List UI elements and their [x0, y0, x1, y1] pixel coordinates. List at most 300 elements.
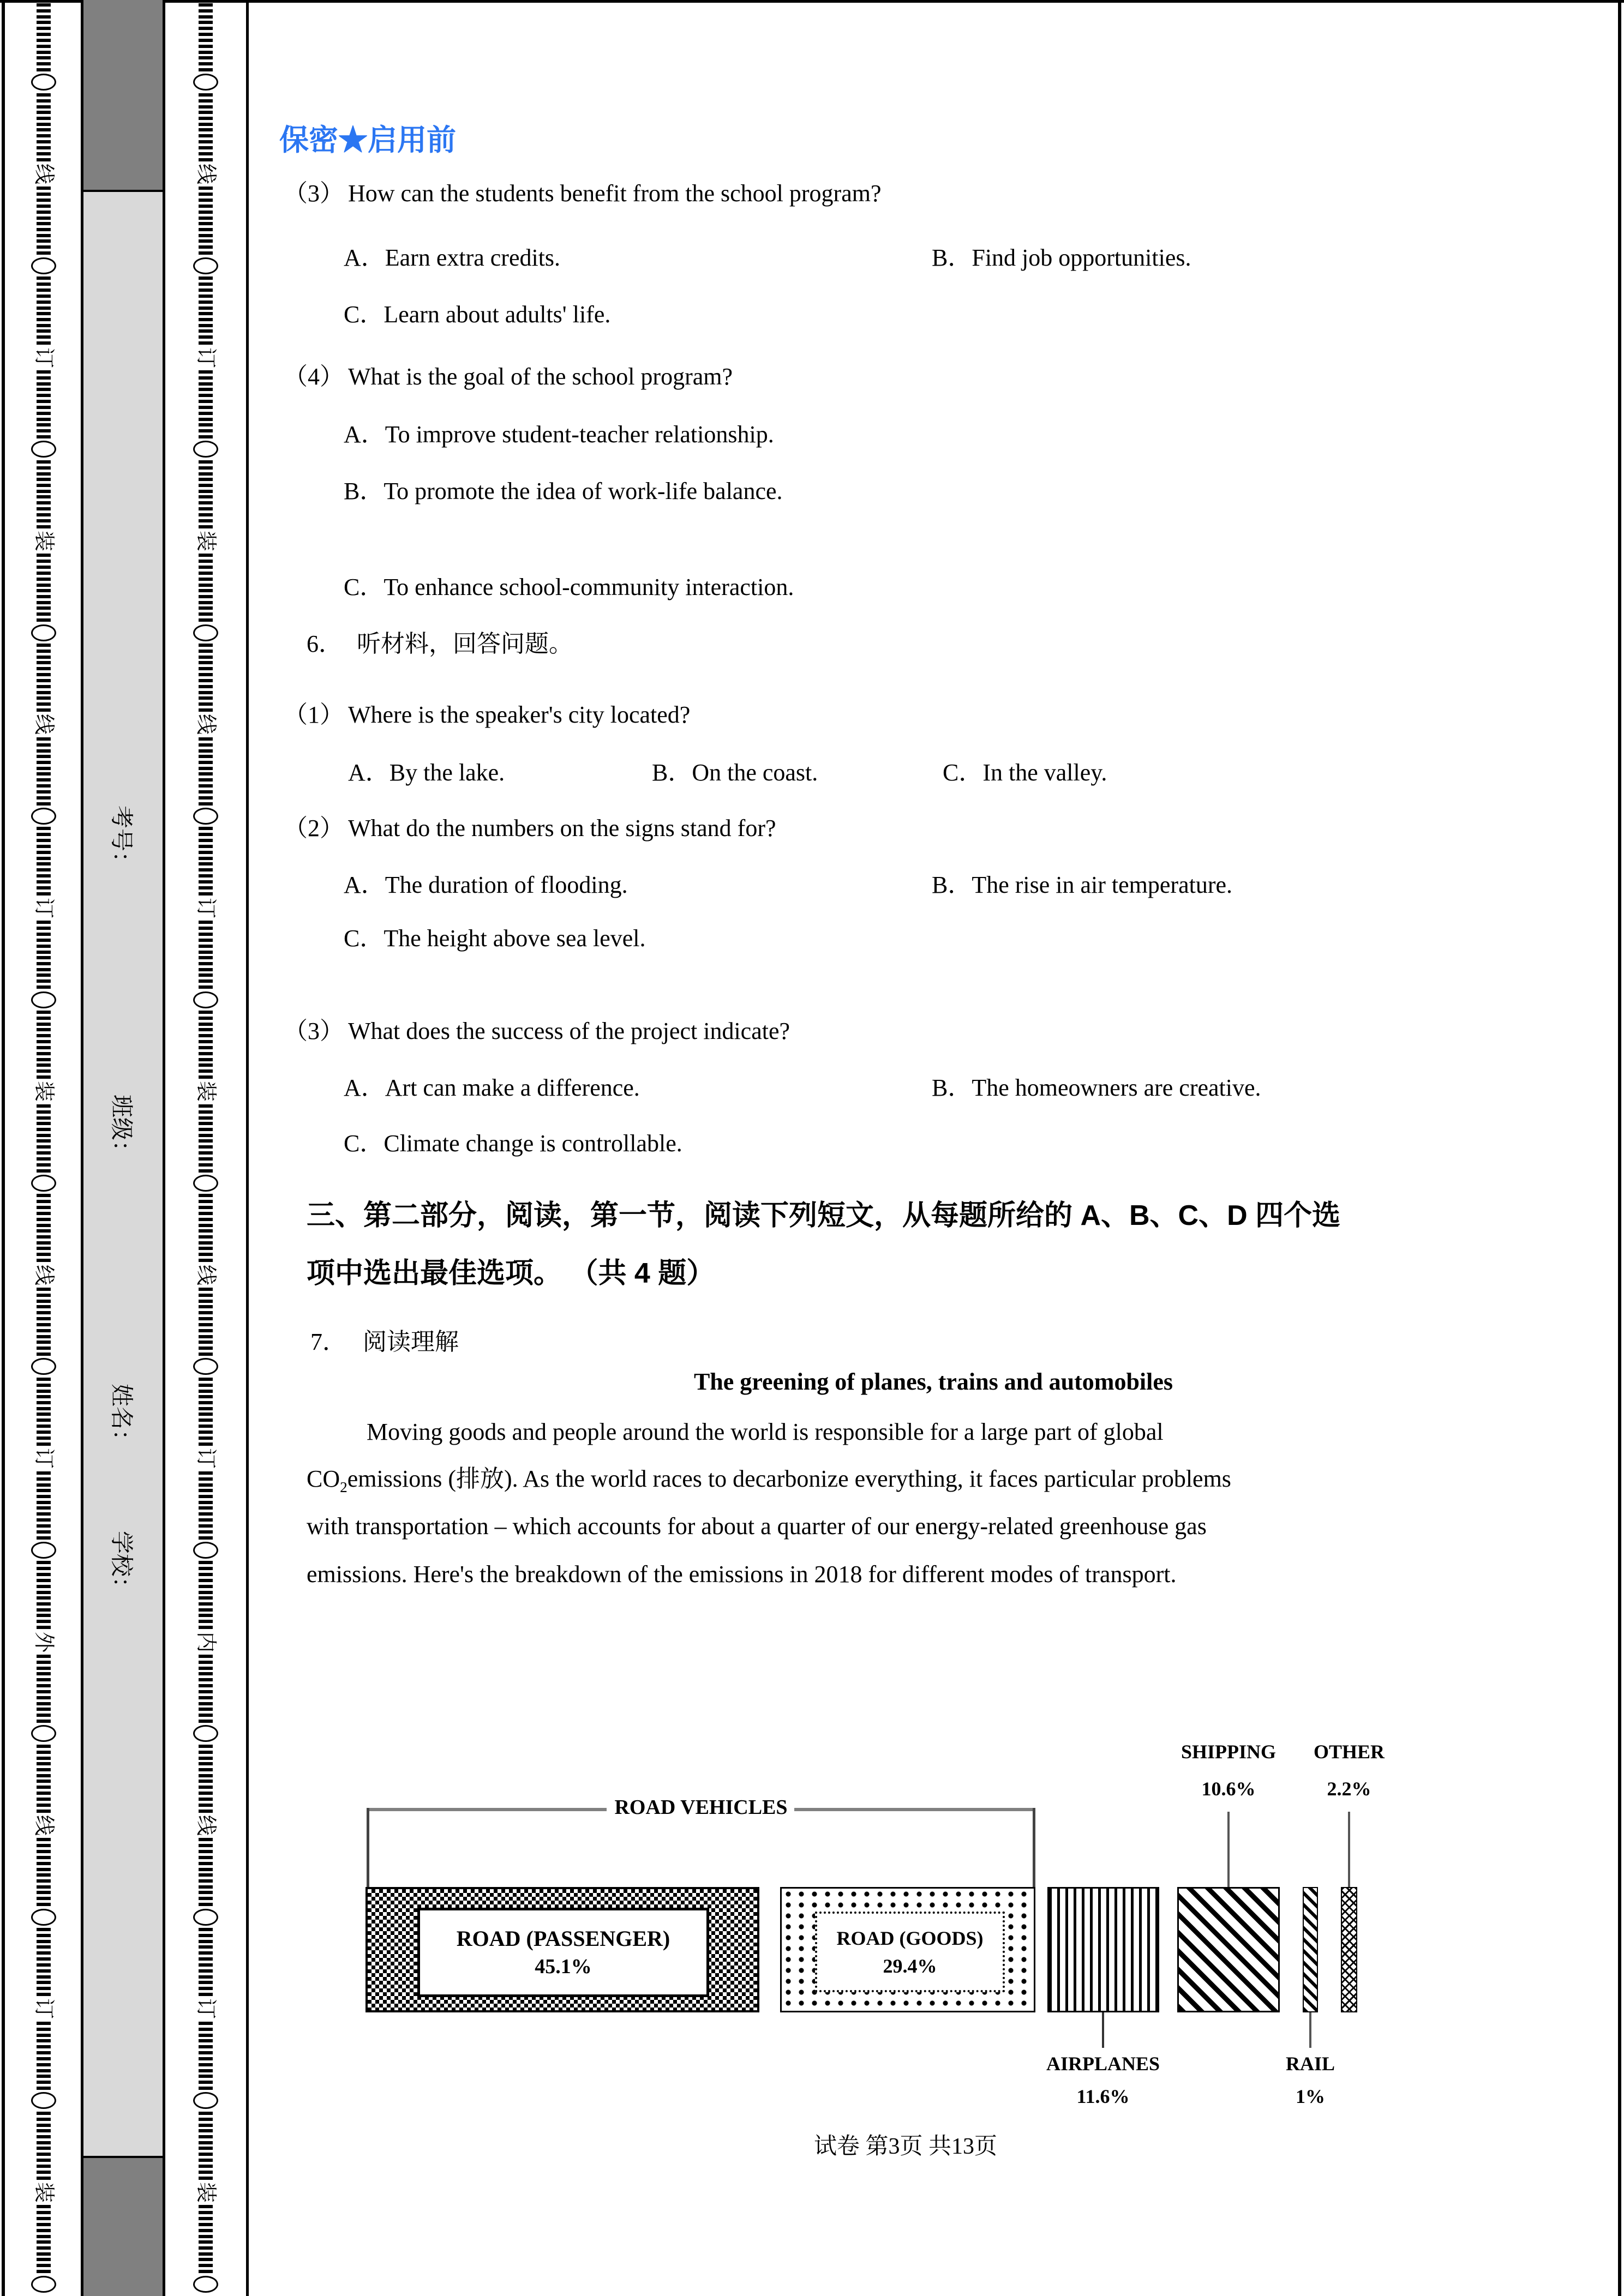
shipping-leader-line — [1227, 1812, 1230, 1887]
binding-dash-outer — [37, 827, 51, 842]
option-b: B．The rise in air temperature. — [932, 871, 1233, 898]
bracket-line-left — [367, 1808, 607, 1811]
binding-dash-outer — [37, 1104, 51, 1120]
road-passenger-percent: 45.1% — [535, 1955, 592, 1978]
binding-dash-outer — [37, 1963, 51, 1979]
binding-char-inner: 装 — [194, 2181, 217, 2203]
binding-dash-outer — [37, 513, 51, 528]
binding-dash-outer — [37, 495, 51, 510]
binding-dash-outer — [37, 1247, 51, 1262]
passage-line-2-text: emissions (排放). As the world races to decarbonize everything, it faces particular problems — [347, 1465, 1231, 1492]
binding-dash-inner — [199, 790, 213, 806]
binding-dash-outer — [37, 862, 51, 877]
item-number: 7． — [310, 1329, 346, 1355]
binding-dash-inner — [199, 1945, 213, 1961]
binding-dash-inner — [199, 1194, 213, 1209]
binding-dash-inner — [199, 1395, 213, 1410]
page-number-footer: 试卷 第3页 共13页 — [813, 2134, 997, 2159]
binding-dash-inner — [199, 406, 213, 421]
binding-dash-outer — [37, 1708, 51, 1723]
binding-char-inner: 线 — [194, 1264, 217, 1285]
binding-dash-outer — [37, 388, 51, 403]
binding-dash-inner — [199, 589, 213, 604]
binding-char-inner: 订 — [194, 1448, 217, 1469]
option-b: B．On the coast. — [652, 759, 818, 786]
binding-dash-outer — [37, 755, 51, 770]
binding-dash-outer — [37, 329, 51, 345]
shipping-percent: 10.6% — [1201, 1778, 1256, 1800]
binding-dash-outer — [37, 39, 51, 54]
binding-dash-inner — [199, 1708, 213, 1723]
binding-dash-inner — [199, 460, 213, 476]
binding-line-outer — [7, 3, 81, 2293]
margin-divider-3 — [246, 0, 249, 2296]
binding-dash-inner — [199, 2039, 213, 2054]
binding-dash-inner — [199, 1212, 213, 1227]
passage-line-4: emissions. Here's the breakdown of the emissions in 2018 for different modes of transport. — [307, 1561, 1177, 1588]
binding-dash-outer — [37, 1157, 51, 1173]
binding-dash-inner — [199, 1506, 213, 1522]
binding-dash-outer — [37, 1928, 51, 1943]
binding-dash-inner — [199, 1963, 213, 1979]
binding-dash-inner — [199, 661, 213, 676]
question-line — [284, 813, 776, 844]
binding-dash-inner — [199, 1524, 213, 1540]
binding-dash-inner — [199, 755, 213, 770]
binding-dash-inner — [199, 772, 213, 788]
binding-dash-outer — [37, 1561, 51, 1576]
binding-char-outer: 线 — [32, 1815, 55, 1836]
question-text: Where is the speaker's city located? — [348, 701, 691, 728]
passage-line-1: Moving goods and people around the world is responsible for a large part of global — [367, 1419, 1164, 1445]
binding-dash-outer — [37, 2205, 51, 2220]
section-heading-line-2: 项中选出最佳选项。 （共 4 题） — [307, 1258, 715, 1289]
binding-dash-inner — [199, 1672, 213, 1687]
binding-dash-outer — [37, 294, 51, 310]
option-b: B．To promote the idea of work-life balance. — [344, 478, 783, 504]
binding-dash-inner — [199, 1288, 213, 1303]
binding-dash-inner — [199, 222, 213, 237]
binding-dash-inner — [199, 513, 213, 528]
binding-dash-inner — [199, 1028, 213, 1043]
binding-dash-inner — [199, 495, 213, 510]
question-text: What does the success of the project indicate? — [348, 1018, 790, 1044]
binding-dash-inner — [199, 205, 213, 220]
binding-dash-inner — [199, 1122, 213, 1137]
binding-dash-outer — [37, 939, 51, 954]
binding-dash-inner — [199, 312, 213, 327]
binding-ring-outer — [31, 1725, 56, 1742]
binding-char-outer: 装 — [32, 2181, 55, 2203]
binding-line-inner — [165, 3, 246, 2293]
binding-dash-outer — [37, 205, 51, 220]
binding-dash-outer — [37, 1028, 51, 1043]
binding-dash-outer — [37, 973, 51, 989]
binding-dash-inner — [199, 939, 213, 954]
binding-dash-outer — [37, 128, 51, 143]
binding-dash-outer — [37, 2112, 51, 2127]
binding-dash-inner — [199, 956, 213, 971]
binding-dash-inner — [199, 423, 213, 438]
binding-ring-inner — [193, 1542, 218, 1559]
binding-dash-inner — [199, 1378, 213, 1393]
binding-dash-outer — [37, 1341, 51, 1356]
binding-dash-outer — [37, 1229, 51, 1245]
binding-dash-inner — [199, 187, 213, 202]
binding-ring-inner — [193, 1909, 218, 1926]
item-label: 阅读理解 — [363, 1329, 459, 1355]
question-number: （3） — [284, 180, 344, 207]
binding-dash-outer — [37, 1378, 51, 1393]
binding-dash-outer — [37, 3, 51, 19]
passage-line-2 — [307, 1463, 1231, 1503]
binding-dash-outer — [37, 1046, 51, 1061]
binding-dash-inner — [199, 111, 213, 126]
question-number: （3） — [284, 1018, 344, 1044]
binding-dash-inner — [199, 2223, 213, 2238]
airplanes-percent: 11.6% — [1076, 2085, 1130, 2107]
page-left-border — [2, 0, 5, 2296]
option-b: B．Find job opportunities. — [932, 244, 1191, 271]
binding-char-inner: 线 — [194, 1815, 217, 1836]
binding-dash-outer — [37, 661, 51, 676]
question-number: （1） — [284, 701, 344, 728]
binding-dash-inner — [199, 1838, 213, 1853]
binding-dash-inner — [199, 1873, 213, 1889]
class-field-label: 班级： — [108, 1094, 134, 1163]
binding-dash-outer — [37, 478, 51, 493]
option-a: A．The duration of flooding. — [344, 871, 628, 898]
binding-dash-outer — [37, 606, 51, 622]
binding-dash-outer — [37, 1489, 51, 1504]
binding-dash-outer — [37, 1762, 51, 1777]
binding-dash-inner — [199, 644, 213, 659]
binding-dash-outer — [37, 2057, 51, 2072]
binding-ring-inner — [193, 2092, 218, 2109]
binding-dash-outer — [37, 1323, 51, 1338]
binding-dash-inner — [199, 1655, 213, 1670]
option-a: A．Art can make a difference. — [344, 1074, 640, 1101]
binding-dash-inner — [199, 1413, 213, 1428]
binding-ring-inner — [193, 624, 218, 641]
question-text: How can the students benefit from the school program? — [348, 180, 882, 207]
option-a: A．Earn extra credits. — [344, 244, 561, 271]
binding-dash-outer — [37, 737, 51, 753]
binding-dash-inner — [199, 973, 213, 989]
item-instruction: 听材料，回答问题。 — [357, 630, 573, 657]
binding-dash-outer — [37, 589, 51, 604]
binding-dash-inner — [199, 1614, 213, 1629]
binding-dash-outer — [37, 1524, 51, 1540]
binding-dash-inner — [199, 21, 213, 36]
shipping-bar — [1177, 1887, 1280, 2012]
binding-dash-inner — [199, 554, 213, 569]
binding-dash-outer — [37, 2165, 51, 2180]
binding-dash-outer — [37, 2039, 51, 2054]
binding-dash-outer — [37, 644, 51, 659]
binding-dash-outer — [37, 1945, 51, 1961]
option-c: C．Climate change is controllable. — [344, 1130, 682, 1157]
binding-dash-inner — [199, 93, 213, 109]
page-right-border — [1618, 0, 1621, 2296]
binding-dash-inner — [199, 388, 213, 403]
exam-number-field-label: 考号： — [108, 805, 134, 874]
binding-ring-outer — [31, 2092, 56, 2109]
airplanes-label: AIRPLANES — [1046, 2053, 1160, 2075]
road-goods-label-box — [815, 1912, 1005, 1992]
binding-char-outer: 订 — [32, 1998, 55, 2019]
binding-dash-inner — [199, 2075, 213, 2090]
binding-dash-outer — [37, 239, 51, 255]
seal-bar-dark-top — [83, 0, 163, 192]
binding-ring-inner — [193, 1725, 218, 1742]
question-text: What is the goal of the school program? — [348, 363, 733, 390]
binding-char-inner: 装 — [194, 530, 217, 551]
binding-dash-outer — [37, 1194, 51, 1209]
binding-dash-inner — [199, 572, 213, 587]
name-field-label: 姓名： — [108, 1383, 134, 1452]
binding-dash-inner — [199, 827, 213, 842]
binding-dash-inner — [199, 1247, 213, 1262]
rail-label: RAIL — [1285, 2053, 1335, 2075]
binding-dash-inner — [199, 329, 213, 345]
airplanes-leader-line — [1102, 2012, 1104, 2048]
binding-dash-inner — [199, 2112, 213, 2127]
page-top-border — [0, 0, 1624, 3]
binding-char-inner: 内 — [194, 1631, 217, 1652]
other-label: OTHER — [1313, 1741, 1385, 1763]
binding-dash-inner — [199, 3, 213, 19]
binding-dash-outer — [37, 572, 51, 587]
binding-dash-outer — [37, 1011, 51, 1026]
binding-dash-outer — [37, 312, 51, 327]
binding-ring-outer — [31, 991, 56, 1008]
binding-dash-outer — [37, 21, 51, 36]
question-number: （4） — [284, 363, 344, 390]
bracket-drop-right — [1033, 1808, 1035, 1887]
binding-dash-outer — [37, 772, 51, 788]
road-passenger-name: ROAD (PASSENGER) — [456, 1926, 670, 1951]
binding-char-outer: 外 — [32, 1631, 55, 1652]
binding-dash-outer — [37, 1288, 51, 1303]
road-goods-percent: 29.4% — [883, 1955, 937, 1977]
binding-dash-outer — [37, 1873, 51, 1889]
binding-dash-inner — [199, 2147, 213, 2162]
binding-dash-outer — [37, 2147, 51, 2162]
binding-dash-outer — [37, 1139, 51, 1155]
binding-dash-outer — [37, 460, 51, 476]
binding-dash-inner — [199, 2022, 213, 2037]
binding-char-inner: 装 — [194, 1081, 217, 1102]
binding-dash-inner — [199, 294, 213, 310]
binding-dash-inner — [199, 39, 213, 54]
binding-dash-inner — [199, 1323, 213, 1338]
binding-dash-inner — [199, 146, 213, 161]
binding-dash-inner — [199, 277, 213, 292]
binding-dash-outer — [37, 146, 51, 161]
binding-ring-outer — [31, 74, 56, 91]
question-line — [284, 699, 690, 731]
binding-char-outer: 订 — [32, 897, 55, 918]
binding-char-inner: 线 — [194, 714, 217, 735]
binding-dash-inner — [199, 1157, 213, 1173]
binding-dash-outer — [37, 93, 51, 109]
binding-dash-outer — [37, 1596, 51, 1612]
binding-dash-inner — [199, 1489, 213, 1504]
binding-dash-outer — [37, 277, 51, 292]
school-field-label: 学校： — [108, 1530, 134, 1600]
binding-dash-outer — [37, 1856, 51, 1871]
binding-dash-inner — [199, 1596, 213, 1612]
binding-ring-inner — [193, 808, 218, 825]
seal-bar-dark-bottom — [83, 2156, 163, 2296]
binding-dash-outer — [37, 1579, 51, 1594]
binding-char-outer: 线 — [32, 714, 55, 735]
road-passenger-label-box — [417, 1908, 709, 1997]
binding-dash-inner — [199, 696, 213, 712]
binding-dash-outer — [37, 1506, 51, 1522]
binding-dash-inner — [199, 1305, 213, 1320]
binding-char-inner: 线 — [194, 164, 217, 185]
binding-ring-outer — [31, 257, 56, 274]
binding-char-outer: 订 — [32, 1448, 55, 1469]
bracket-drop-left — [367, 1808, 369, 1887]
item-7-line — [310, 1326, 459, 1358]
binding-dash-outer — [37, 1471, 51, 1487]
binding-dash-outer — [37, 370, 51, 386]
binding-dash-outer — [37, 2022, 51, 2037]
binding-dash-inner — [199, 737, 213, 753]
binding-dash-inner — [199, 478, 213, 493]
binding-ring-outer — [31, 1542, 56, 1559]
binding-dash-inner — [199, 56, 213, 71]
binding-dash-outer — [37, 1431, 51, 1446]
secrecy-notice: 保密★启用前 — [279, 124, 456, 157]
binding-ring-outer — [31, 808, 56, 825]
binding-dash-outer — [37, 2223, 51, 2238]
binding-dash-inner — [199, 1780, 213, 1795]
co2-subscript: 2 — [340, 1478, 347, 1495]
other-percent: 2.2% — [1327, 1778, 1371, 1800]
binding-dash-inner — [199, 2165, 213, 2180]
binding-char-inner: 订 — [194, 897, 217, 918]
binding-ring-inner — [193, 1175, 218, 1192]
binding-dash-outer — [37, 423, 51, 438]
binding-ring-inner — [193, 991, 218, 1008]
binding-dash-outer — [37, 1655, 51, 1670]
binding-dash-inner — [199, 1690, 213, 1705]
rail-leader-line — [1309, 2012, 1311, 2048]
other-bar — [1341, 1887, 1357, 2012]
binding-dash-inner — [199, 679, 213, 694]
binding-char-outer: 装 — [32, 1081, 55, 1102]
binding-dash-inner — [199, 1798, 213, 1813]
binding-dash-inner — [199, 1745, 213, 1760]
question-line — [284, 178, 882, 209]
binding-dash-outer — [37, 187, 51, 202]
binding-dash-inner — [199, 1981, 213, 1996]
binding-dash-outer — [37, 222, 51, 237]
binding-ring-outer — [31, 1909, 56, 1926]
binding-dash-outer — [37, 2129, 51, 2144]
binding-ring-outer — [31, 1358, 56, 1375]
binding-dash-outer — [37, 554, 51, 569]
question-line — [284, 1015, 790, 1047]
binding-dash-outer — [37, 1780, 51, 1795]
binding-dash-inner — [199, 1104, 213, 1120]
binding-dash-inner — [199, 2258, 213, 2273]
binding-dash-inner — [199, 370, 213, 386]
binding-dash-inner — [199, 862, 213, 877]
binding-dash-outer — [37, 1063, 51, 1079]
bracket-line-right — [794, 1808, 1035, 1811]
binding-dash-inner — [199, 606, 213, 622]
binding-dash-outer — [37, 1212, 51, 1227]
co2-prefix: CO — [307, 1465, 340, 1492]
option-a: A．By the lake. — [348, 759, 505, 786]
binding-dash-outer — [37, 406, 51, 421]
binding-dash-inner — [199, 1431, 213, 1446]
airplanes-bar — [1047, 1887, 1159, 2012]
passage-title: The greening of planes, trains and automobiles — [693, 1368, 1173, 1395]
option-a: A．To improve student-teacher relationship. — [344, 421, 774, 448]
binding-dash-inner — [199, 1471, 213, 1487]
binding-dash-outer — [37, 1672, 51, 1687]
option-c: C．In the valley. — [943, 759, 1107, 786]
binding-ring-inner — [193, 441, 218, 458]
binding-dash-inner — [199, 2057, 213, 2072]
binding-dash-inner — [199, 1561, 213, 1576]
binding-dash-outer — [37, 880, 51, 895]
binding-dash-outer — [37, 1690, 51, 1705]
binding-dash-outer — [37, 1981, 51, 1996]
binding-dash-outer — [37, 956, 51, 971]
binding-dash-outer — [37, 1838, 51, 1853]
binding-dash-inner — [199, 845, 213, 860]
binding-dash-inner — [199, 1856, 213, 1871]
binding-dash-inner — [199, 2129, 213, 2144]
binding-dash-inner — [199, 1928, 213, 1943]
binding-dash-inner — [199, 1139, 213, 1155]
binding-ring-outer — [31, 441, 56, 458]
binding-dash-outer — [37, 2240, 51, 2256]
binding-char-outer: 订 — [32, 347, 55, 368]
binding-ring-outer — [31, 624, 56, 641]
other-leader-line — [1348, 1812, 1350, 1887]
rail-bar — [1303, 1887, 1318, 2012]
item-number: 6． — [307, 630, 343, 657]
option-c: C．The height above sea level. — [344, 925, 646, 952]
binding-char-outer: 线 — [32, 1264, 55, 1285]
binding-ring-outer — [31, 2276, 56, 2293]
binding-dash-outer — [37, 2075, 51, 2090]
binding-dash-outer — [37, 2258, 51, 2273]
binding-dash-outer — [37, 1413, 51, 1428]
binding-dash-inner — [199, 1891, 213, 1906]
binding-dash-outer — [37, 1798, 51, 1813]
binding-dash-inner — [199, 1011, 213, 1026]
binding-dash-outer — [37, 790, 51, 806]
binding-dash-outer — [37, 1305, 51, 1320]
binding-dash-outer — [37, 1745, 51, 1760]
binding-dash-inner — [199, 1762, 213, 1777]
binding-ring-inner — [193, 74, 218, 91]
road-vehicles-group-label: ROAD VEHICLES — [614, 1796, 788, 1819]
option-b: B．The homeowners are creative. — [932, 1074, 1261, 1101]
binding-dash-inner — [199, 1046, 213, 1061]
rail-percent: 1% — [1296, 2085, 1325, 2107]
binding-dash-outer — [37, 111, 51, 126]
